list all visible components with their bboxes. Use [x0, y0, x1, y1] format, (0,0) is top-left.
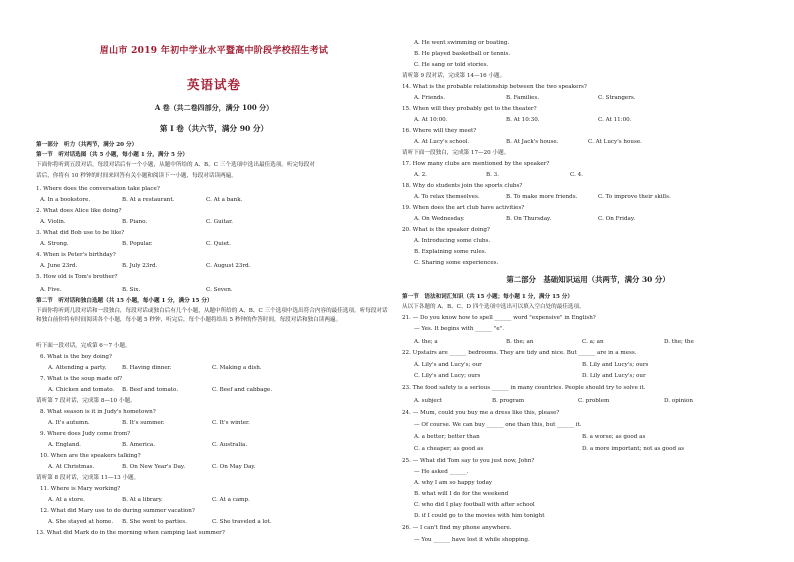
- option-b: B. Popular.: [122, 241, 153, 247]
- question: 3. What did Bob use to be like?: [36, 230, 125, 236]
- option-a: A. Violin.: [40, 219, 66, 225]
- question: 4. When is Peter's birthday?: [36, 252, 116, 258]
- question: 13. What did Mark do in the morning when camping last summer?: [36, 530, 225, 536]
- option-b: B. Beef and tomato.: [122, 387, 179, 393]
- option-a: A. England.: [48, 442, 81, 448]
- option-a: A. In a bookstore.: [40, 197, 91, 203]
- options: [402, 361, 774, 369]
- option-b: B. a worse; as good as: [582, 434, 646, 440]
- option-c: C. August 23rd.: [206, 263, 251, 269]
- section2-instruction: 下面你将听到几段对话和一段独白，每段对话或独白后有几个小题，从题中所给的 A、B、C 三个选项中选出符合内容的最佳选项。听每段对话和独白前你将有时间阅读各个小题，每小题 5 秒钟，听完后，每个小题将给出 5 秒钟的作答时间，每段对话和独白读两遍。: [36, 308, 388, 323]
- question: 8. What season is it in Judy's hometown?: [40, 409, 156, 415]
- options: [402, 215, 774, 223]
- part1-heading: 第一部分 听力（共两节，满分 20 分）: [36, 142, 138, 148]
- option-d: D. the; the: [664, 339, 694, 345]
- option-c: C. problem: [578, 398, 610, 404]
- question: 20. What is the speaker doing?: [402, 227, 490, 233]
- option-a: A. Friends.: [414, 95, 446, 101]
- option-a: A. June 23rd.: [40, 263, 78, 269]
- question: 23. The food safety is a serious ______ in many countries. People should try to solve it.: [402, 385, 646, 391]
- question-reply: — You ______ have lost it while shopping.: [414, 537, 530, 543]
- option-c: C. At 11:00.: [598, 117, 632, 123]
- question: 6. What is the boy doing?: [40, 354, 113, 360]
- dialog-intro: 听下面一段对话，完成第 6～7 小题。: [36, 343, 131, 349]
- volume-1-heading: 第 I 卷（共六节，满分 90 分）: [159, 124, 269, 133]
- option-b: B. At Jack's house.: [506, 139, 559, 145]
- option-d: D. if I could go to the movies with him tonight: [414, 513, 545, 519]
- option-a: A. At Christmas.: [48, 464, 95, 470]
- option-c: C. It's winter.: [212, 420, 250, 426]
- options: [36, 441, 392, 449]
- option-a: A. He went swimming or boating.: [414, 40, 510, 46]
- question: 25. — What did Tom say to you just now, John?: [402, 458, 535, 464]
- option-b: B. He played basketball or tennis.: [414, 51, 511, 57]
- section1-heading: 第一节 语法和词汇知识（共 15 小题；每小题 1 分，满分 15 分）: [402, 294, 573, 300]
- option-b: B. 3.: [486, 172, 500, 178]
- option-c: C. At a bank.: [206, 197, 243, 203]
- question: 19. When does the art club have activities?: [402, 205, 525, 211]
- option-b: B. July 23rd.: [122, 263, 158, 269]
- options: [36, 419, 392, 427]
- section1-instruction: 从以下各题的 A、B、C、D 四个选项中选出可以填入空白处的最佳选项。: [402, 304, 585, 310]
- option-a: A. Lily's and Lucy's; our: [414, 362, 482, 368]
- options: [402, 445, 774, 453]
- option-c: C. 4.: [570, 172, 583, 178]
- question: 1. Where does the conversation take place?: [36, 186, 160, 192]
- option-b: B. Explaining some rules.: [414, 249, 487, 255]
- option-c: C. who did I play football with after school: [414, 502, 535, 508]
- question-reply: — He asked ______.: [414, 469, 469, 475]
- option-c: C. Australia.: [212, 442, 248, 448]
- option-b: B. America.: [122, 442, 156, 448]
- option-c: C. Lily's and Lucy; ours: [414, 373, 481, 379]
- question: 15. When will they probably get to the theater?: [402, 106, 537, 112]
- option-c: C. At Lucy's house.: [588, 139, 642, 145]
- option-c: C. Sharing some experiences.: [414, 260, 499, 266]
- question: 21. — Do you know how to spell ______ word "expensive" in English?: [402, 315, 596, 321]
- question: 18. Why do students join the sports clubs?: [402, 183, 523, 189]
- option-a: A. At a store.: [48, 497, 85, 503]
- section1-heading: 第一节 听对话选图（共 5 小题，每小题 1 分，满分 5 分）: [36, 152, 189, 158]
- question: 12. What did Mary use to do during summer vacation?: [40, 508, 195, 514]
- option-c: C. a cheaper; as good as: [414, 446, 484, 452]
- option-d: D. Lily and Lucy's; our: [582, 373, 646, 379]
- section2-heading: 第二节 听对话和独白选题（共 15 小题，每小题 1 分，满分 15 分）: [36, 298, 213, 304]
- option-c: C. On May Day.: [212, 464, 256, 470]
- option-c: C. To improve their skills.: [598, 194, 671, 200]
- option-b: B. It's summer.: [122, 420, 165, 426]
- option-b: B. On Thursday.: [506, 216, 552, 222]
- options: [36, 496, 392, 504]
- option-c: C. Making a dish.: [212, 365, 262, 371]
- option-a: A. why I am so happy today: [414, 480, 493, 486]
- option-b: B. Families.: [506, 95, 540, 101]
- options: [36, 386, 392, 394]
- question: 17. How many clubs are mentioned by the speaker?: [402, 161, 550, 167]
- question: 24. — Mum, could you buy me a dress like this, please?: [402, 410, 560, 416]
- option-c: C. On Friday.: [598, 216, 636, 222]
- option-a: A. Introducing some clubs.: [414, 238, 491, 244]
- option-a: A. subject: [414, 398, 443, 404]
- question: 22. Upstairs are ______ bedrooms. They are tidy and nice. But ______ are in a mess.: [402, 350, 637, 356]
- option-b: B. At a library.: [122, 497, 163, 503]
- options: [36, 196, 392, 204]
- option-b: B. To make more friends.: [506, 194, 578, 200]
- option-b: B. Lily and Lucy's; ours: [582, 362, 649, 368]
- question: 7. What is the soup made of?: [40, 376, 123, 382]
- option-a: A. Strong.: [40, 241, 69, 247]
- option-a: A. 2.: [414, 172, 427, 178]
- option-a: A. the; a: [414, 339, 438, 345]
- dialog-intro: 请听第 8 段对话，完成第 11—13 小题。: [36, 475, 140, 481]
- option-b: B. At a restaurant.: [122, 197, 175, 203]
- question: 16. Where will they meet?: [402, 128, 477, 134]
- option-a: A. On Wednesday.: [414, 216, 465, 222]
- subject-title: 英语试卷: [186, 77, 241, 92]
- option-b: B. the; an: [506, 339, 534, 345]
- option-d: D. a more important; not as good as: [582, 446, 685, 452]
- option-c: C. He sang or told stories.: [414, 62, 489, 68]
- options: [402, 372, 774, 380]
- options: [36, 463, 392, 471]
- option-b: B. program: [492, 398, 525, 404]
- option-a: A. It's autumn.: [48, 420, 90, 426]
- volume-a-heading: A 卷（共二卷四部分，满分 100 分）: [154, 103, 274, 112]
- section1-instruction: 话后，你将有 10 秒钟的时间来回答有关小题和阅读下一小题，每段对话读两遍。: [36, 173, 237, 179]
- section1-instruction: 下面你将听到五段对话，每段对话后有一个小题，从题中所给的 A、B、C 三个选项中选出最佳选项。听完每段对: [36, 162, 315, 168]
- question: 14. What is the probable relationship between the two speakers?: [402, 84, 587, 90]
- option-c: C. Guitar.: [206, 219, 233, 225]
- option-c: C. Quiet.: [206, 241, 231, 247]
- option-c: C. At a camp.: [212, 497, 250, 503]
- options: [36, 364, 392, 372]
- option-c: C. Beef and cabbage.: [212, 387, 273, 393]
- option-b: B. Having dinner.: [122, 365, 172, 371]
- options: [402, 94, 774, 102]
- option-a: A. She stayed at home.: [48, 519, 114, 525]
- dialog-intro: 请听第 9 段对话，完成第 14—16 小题。: [402, 73, 506, 79]
- option-c: C. She traveled a lot.: [212, 519, 272, 525]
- option-a: A. At 10:00.: [414, 117, 448, 123]
- option-a: A. At Lucy's school.: [414, 139, 470, 145]
- options: [36, 518, 392, 526]
- option-b: B. what will I do for the weekend: [414, 491, 509, 497]
- options: [402, 397, 774, 405]
- options: [402, 338, 774, 346]
- options: [36, 286, 392, 294]
- options: [402, 193, 774, 201]
- option-a: A. Chicken and tomato.: [48, 387, 115, 393]
- option-b: B. On New Year's Day.: [122, 464, 186, 470]
- option-c: C. Seven.: [206, 287, 233, 293]
- option-b: B. Piano.: [122, 219, 148, 225]
- options: [402, 116, 774, 124]
- part2-heading: 第二部分 基础知识运用（共两节，满分 30 分）: [506, 275, 670, 284]
- option-b: B. She went to parties.: [122, 519, 187, 525]
- option-a: A. Five.: [40, 287, 62, 293]
- options: [402, 433, 774, 441]
- option-d: D. opinion: [664, 398, 693, 404]
- question: 9. Where does Judy come from?: [40, 431, 131, 437]
- question: 2. What does Alice like doing?: [36, 208, 122, 214]
- options: [402, 138, 774, 146]
- question-reply: — Yes. It begins with ______ "e".: [414, 326, 505, 332]
- exam-title: 眉山市 2019 年初中学业水平暨高中阶段学校招生考试: [99, 46, 329, 56]
- question: 5. How old is Tom's brother?: [36, 274, 118, 280]
- question-reply: — Of course. We can buy ______ one than this, but ______ it.: [414, 422, 582, 428]
- option-b: B. At 10:30.: [506, 117, 540, 123]
- dialog-intro: 请听第 7 段对话，完成第 8—10 小题。: [36, 398, 136, 404]
- options: [36, 262, 392, 270]
- option-b: B. Six.: [122, 287, 141, 293]
- option-c: C. Strangers.: [598, 95, 636, 101]
- question: 10. When are the speakers talking?: [40, 453, 141, 459]
- option-c: C. a; an: [582, 339, 604, 345]
- options: [36, 240, 392, 248]
- option-a: A. a better; better than: [414, 434, 480, 440]
- options: [402, 171, 774, 179]
- options: [36, 218, 392, 226]
- question: 11. Where is Mary working?: [40, 486, 121, 492]
- option-a: A. Attending a party.: [48, 365, 107, 371]
- question: 26. — I can't find my phone anywhere.: [402, 525, 512, 531]
- monologue-intro: 请听下面一段独白，完成第 17—20 小题。: [402, 150, 510, 156]
- option-a: A. To relax themselves.: [414, 194, 480, 200]
